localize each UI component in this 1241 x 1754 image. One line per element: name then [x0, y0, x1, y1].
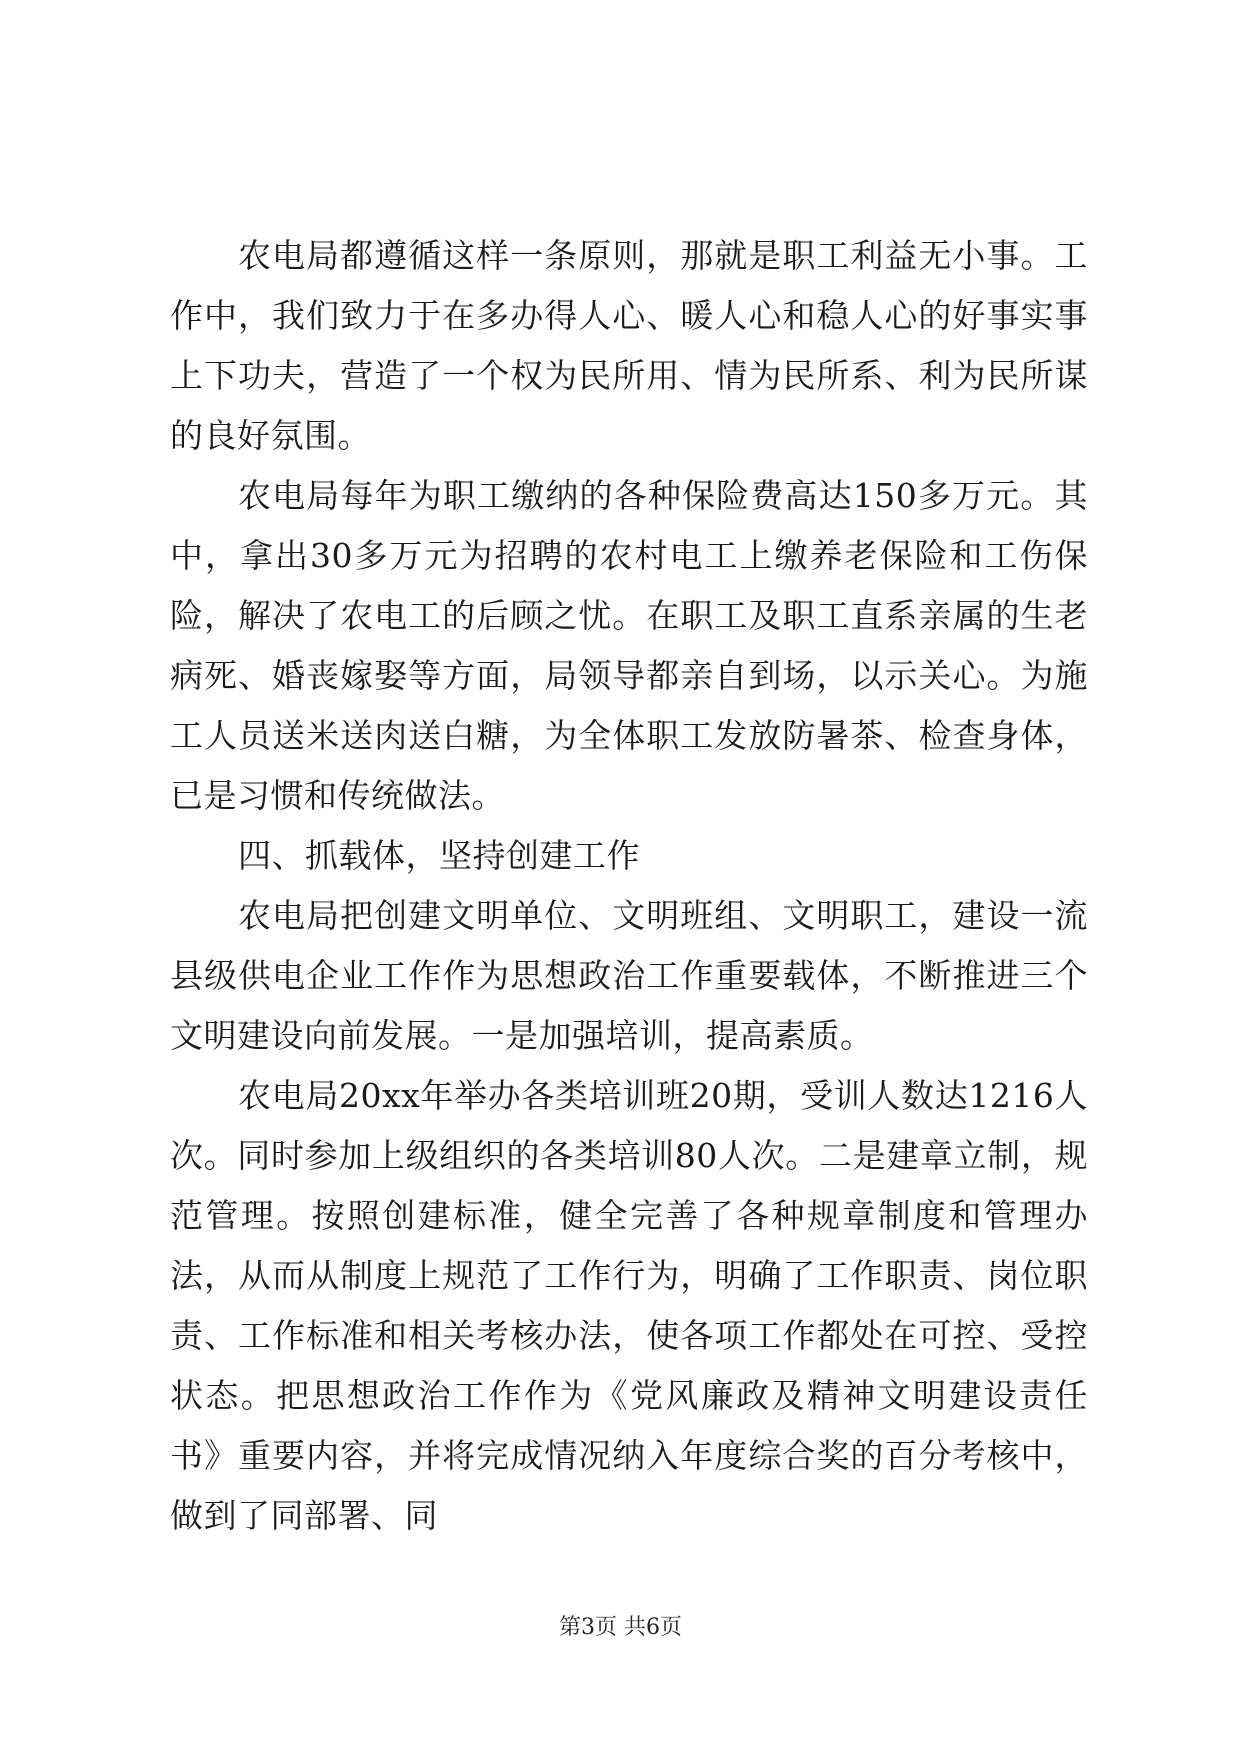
paragraph: 农电局都遵循这样一条原则，那就是职工利益无小事。工作中，我们致力于在多办得人心、暖人心和稳人心的好事实事上下功夫，营造了一个权为民所用、情为民所系、利为民所谋的良好氛围。 — [170, 236, 1088, 455]
paragraph: 农电局每年为职工缴纳的各种保险费高达150多万元。其中，拿出30多万元为招聘的农村电工上缴养老保险和工伤保险，解决了农电工的后顾之忧。在职工及职工直系亲属的生老病死、婚丧嫁娶等方面，局领导都亲自到场，以示关心。为施工人员送米送肉送白糖，为全体职工发放防暑茶、检查身体，已是习惯和传统做法。 — [170, 476, 1088, 815]
section-heading: 四、抓载体，坚持创建工作 — [238, 836, 640, 875]
document-body — [170, 226, 1088, 1546]
page-footer: 第3页 共6页 — [559, 1615, 682, 1640]
paragraph: 农电局20xx年举办各类培训班20期，受训人数达1216人次。同时参加上级组织的各类培训80人次。二是建章立制，规范管理。按照创建标准，健全完善了各种规章制度和管理办法，从而从制度上规范了工作行为，明确了工作职责、岗位职责、工作标准和相关考核办法，使各项工作都处在可控、受控状态。把思想政治工作作为《党风廉政及精神文明建设责任书》重要内容，并将完成情况纳入年度综合奖的百分考核中，做到了同部署、同 — [170, 1076, 1088, 1535]
paragraph: 农电局把创建文明单位、文明班组、文明职工，建设一流县级供电企业工作作为思想政治工作重要载体，不断推进三个文明建设向前发展。一是加强培训，提高素质。 — [170, 896, 1088, 1055]
